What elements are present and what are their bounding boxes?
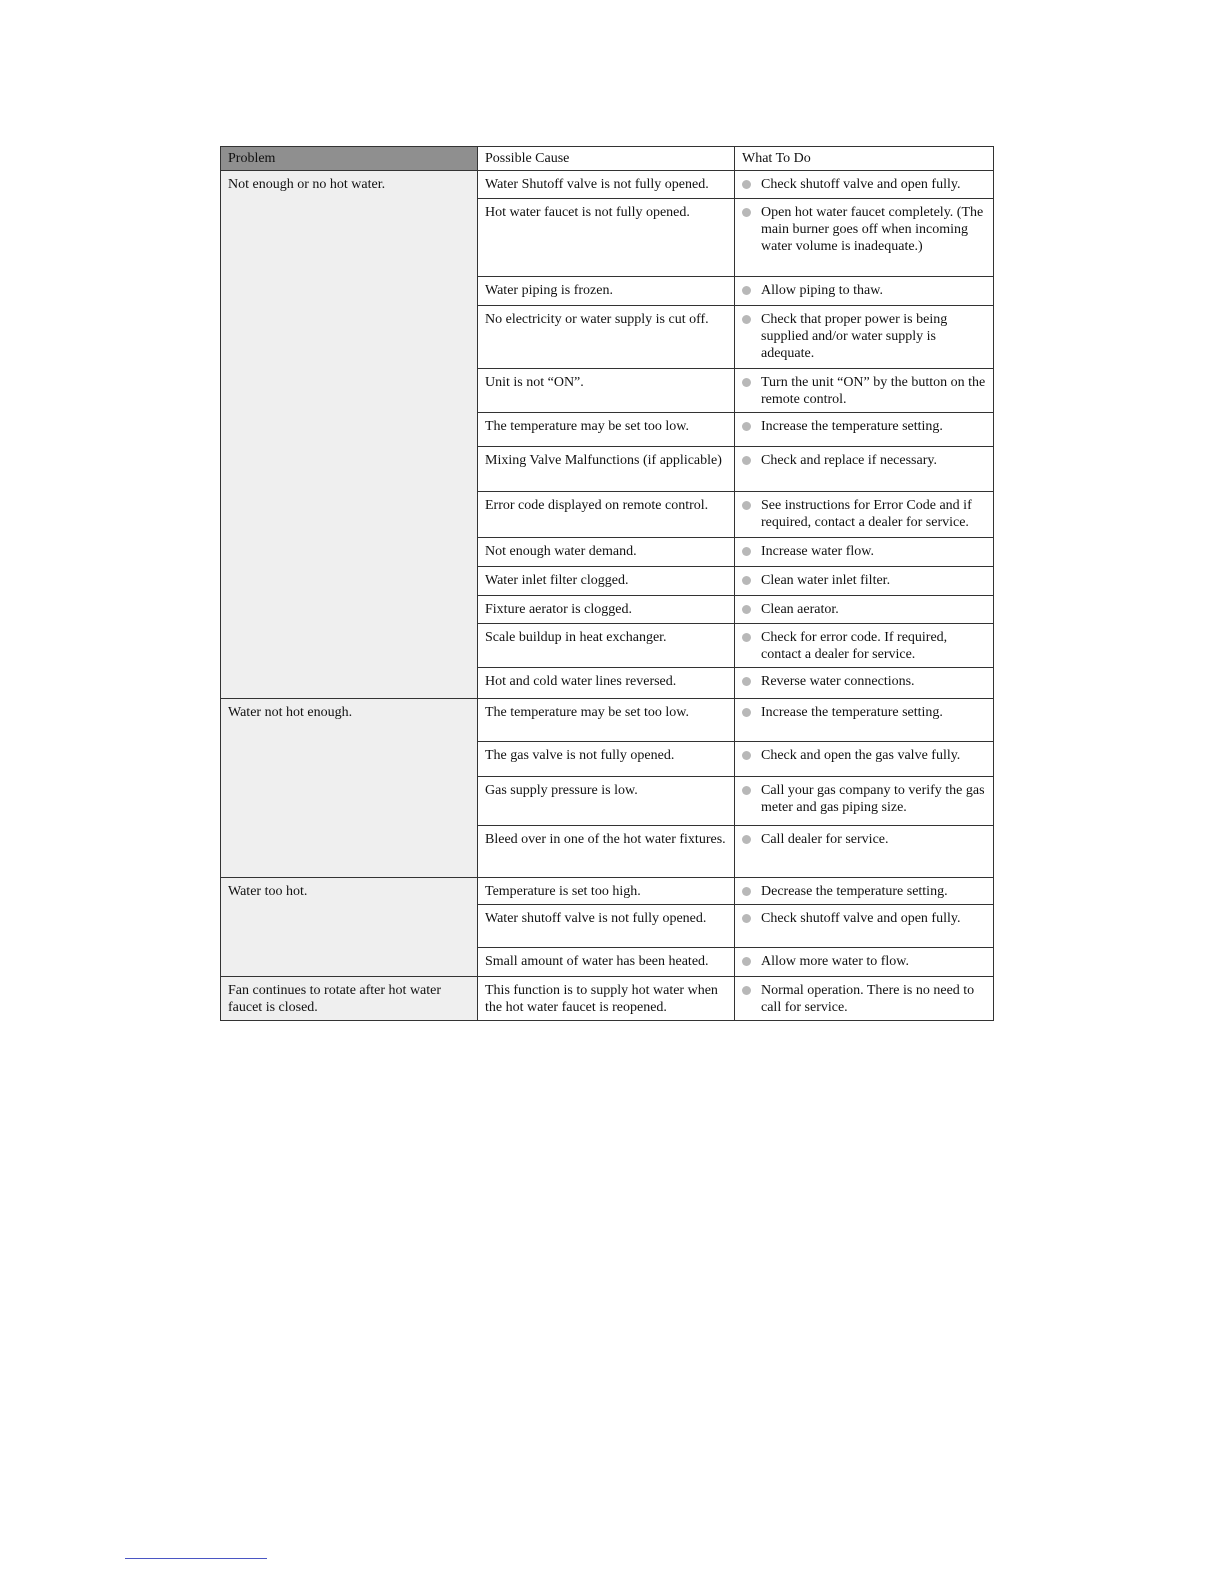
header-row [221,147,994,171]
possible-cause-cell: Error code displayed on remote control. [478,492,735,538]
possible-cause-cell: Fixture aerator is clogged. [478,596,735,624]
problem-cell: Not enough or no hot water. [221,171,478,699]
possible-cause-cell: The temperature may be set too low. [478,699,735,742]
table-body [221,171,994,1021]
what-to-do-cell [735,538,994,567]
what-to-do-cell [735,413,994,447]
what-to-do-text: Reverse water connections. [761,674,915,689]
bullet-icon [742,786,751,795]
bullet-icon [742,708,751,717]
bullet-icon [742,633,751,642]
what-to-do-text: Clean water inlet filter. [761,573,891,588]
what-to-do-text: Call your gas company to verify the gas meter and gas piping size. [761,783,985,815]
what-to-do-text: Check for error code. If required, contact a dealer for service. [761,630,948,662]
what-to-do-text: See instructions for Error Code and if required, contact a dealer for service. [761,498,972,530]
what-to-do-text: Open hot water faucet completely. (The main burner goes off when incoming water volume is inadequate.) [761,205,984,254]
bullet-icon [742,286,751,295]
table-row [221,171,994,199]
possible-cause-cell: Hot and cold water lines reversed. [478,668,735,699]
what-to-do-text: Turn the unit “ON” by the button on the remote control. [761,375,986,407]
table-row [221,699,994,742]
what-to-do-text: Check shutoff valve and open fully. [761,911,961,926]
what-to-do-cell [735,567,994,596]
what-to-do-cell [735,369,994,413]
what-to-do-cell [735,306,994,369]
bullet-icon [742,914,751,923]
what-to-do-cell [735,492,994,538]
bullet-icon [742,677,751,686]
what-to-do-cell [735,447,994,492]
possible-cause-cell: Small amount of water has been heated. [478,948,735,977]
what-to-do-cell [735,596,994,624]
possible-cause-cell: The gas valve is not fully opened. [478,742,735,777]
what-to-do-text: Allow piping to thaw. [761,283,883,298]
troubleshooting-table [220,146,994,1021]
what-to-do-text: Clean aerator. [761,602,839,617]
what-to-do-cell [735,277,994,306]
what-to-do-text: Decrease the temperature setting. [761,884,948,899]
what-to-do-cell [735,878,994,905]
bullet-icon [742,751,751,760]
header-possible-cause: Possible Cause [478,147,735,171]
bullet-icon [742,456,751,465]
what-to-do-cell [735,668,994,699]
bullet-icon [742,957,751,966]
what-to-do-cell [735,199,994,277]
table-row [221,977,994,1021]
possible-cause-cell: Water Shutoff valve is not fully opened. [478,171,735,199]
bullet-icon [742,208,751,217]
what-to-do-text: Check that proper power is being supplied and/or water supply is adequate. [761,312,948,361]
bullet-icon [742,378,751,387]
bullet-icon [742,887,751,896]
what-to-do-text: Check and replace if necessary. [761,453,937,468]
bullet-icon [742,835,751,844]
possible-cause-cell: Temperature is set too high. [478,878,735,905]
what-to-do-text: Increase the temperature setting. [761,705,943,720]
what-to-do-text: Check shutoff valve and open fully. [761,177,961,192]
possible-cause-cell: Water piping is frozen. [478,277,735,306]
what-to-do-text: Normal operation. There is no need to call for service. [761,983,975,1015]
possible-cause-cell: Hot water faucet is not fully opened. [478,199,735,277]
bullet-icon [742,315,751,324]
bullet-icon [742,180,751,189]
what-to-do-cell [735,171,994,199]
possible-cause-cell: Unit is not “ON”. [478,369,735,413]
what-to-do-text: Call dealer for service. [761,832,889,847]
bullet-icon [742,547,751,556]
what-to-do-cell [735,948,994,977]
what-to-do-cell [735,905,994,948]
what-to-do-text: Allow more water to flow. [761,954,909,969]
possible-cause-cell: Gas supply pressure is low. [478,777,735,826]
header-what-to-do: What To Do [735,147,994,171]
what-to-do-cell [735,826,994,878]
possible-cause-cell: No electricity or water supply is cut off. [478,306,735,369]
possible-cause-cell: Mixing Valve Malfunctions (if applicable) [478,447,735,492]
bullet-icon [742,605,751,614]
possible-cause-cell: Not enough water demand. [478,538,735,567]
what-to-do-text: Increase the temperature setting. [761,419,943,434]
what-to-do-text: Check and open the gas valve fully. [761,748,961,763]
bullet-icon [742,576,751,585]
possible-cause-cell: The temperature may be set too low. [478,413,735,447]
footnote-separator [125,1558,267,1559]
problem-cell: Water not hot enough. [221,699,478,878]
bullet-icon [742,501,751,510]
what-to-do-text: Increase water flow. [761,544,874,559]
possible-cause-cell: Water shutoff valve is not fully opened. [478,905,735,948]
what-to-do-cell [735,699,994,742]
possible-cause-cell: Bleed over in one of the hot water fixtures. [478,826,735,878]
what-to-do-cell [735,777,994,826]
bullet-icon [742,422,751,431]
problem-cell: Fan continues to rotate after hot water faucet is closed. [221,977,478,1021]
bullet-icon [742,986,751,995]
possible-cause-cell: Water inlet filter clogged. [478,567,735,596]
possible-cause-cell: Scale buildup in heat exchanger. [478,624,735,668]
what-to-do-cell [735,977,994,1021]
what-to-do-cell [735,742,994,777]
possible-cause-cell: This function is to supply hot water when the hot water faucet is reopened. [478,977,735,1021]
header-problem: Problem [221,147,478,171]
problem-cell: Water too hot. [221,878,478,977]
what-to-do-cell [735,624,994,668]
table-row [221,878,994,905]
